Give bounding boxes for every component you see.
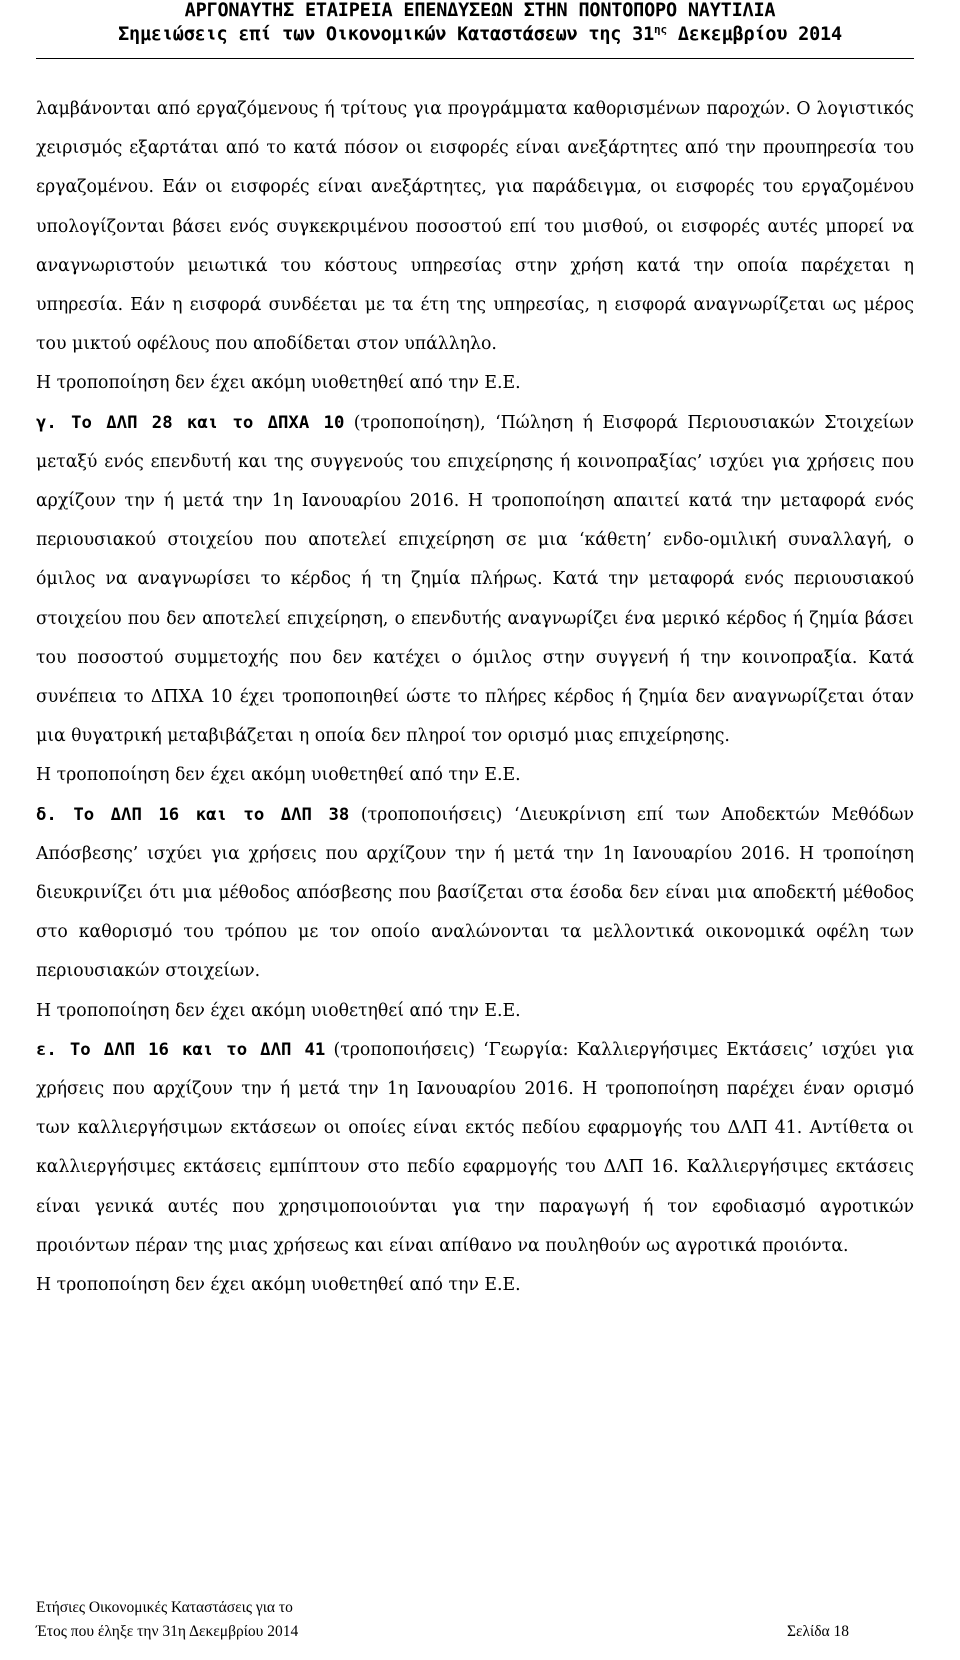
adoption-note: Η τροποποίηση δεν έχει ακόμη υιοθετηθεί από την Ε.Ε.: [36, 373, 521, 394]
notes-title-sup: ης: [654, 22, 667, 36]
document-body: [36, 90, 914, 1305]
section-e-heading: ε. Το ΔΛΠ 16 και το ΔΛΠ 41: [36, 1039, 326, 1060]
adoption-note: Η τροποποίηση δεν έχει ακόμη υιοθετηθεί από την Ε.Ε.: [36, 1275, 521, 1296]
page-header: [0, 0, 960, 48]
section-g-text: (τροποποίηση), ‘Πώληση ή Εισφορά Περιουσιακών Στοιχείων μεταξύ ενός επενδυτή και της συγγενούς του επιχείρησης ή κοινοπραξίας’ ισχύει για χρήσεις που αρχίζουν την ή μετά την 1η Ιανουαρίου 2016. Η τροποποίηση απαιτεί κατά την μεταφορά ενός περιουσιακού στοιχείου που αποτελεί επιχείρηση σε μια ‘κάθετη’ ενδο-ομιλική συναλλαγή, ο όμιλος να αναγνωρίσει το κέρδος ή τη ζημία πλήρως. Κατά την μεταφορά ενός περιουσιακού στοιχείου που δεν αποτελεί επιχείρηση, ο επενδυτής αναγνωρίζει ένα μερικό κέρδος ή ζημία βάσει του ποσοστού συμμετοχής που δεν κατέχει ο όμιλος στην συγγενή ή την κοινοπραξία. Κατά συνέπεια το ΔΠΧΑ 10 έχει τροποποιηθεί ώστε το πλήρες κέρδος ή ζημία δεν αναγνωρίζεται όταν μια θυγατρική μεταβιβάζεται η οποία δεν πληροί τον ορισμό μιας επιχείρησης.: [36, 412, 914, 747]
section-g-heading: γ. Το ΔΛΠ 28 και το ΔΠΧΑ 10: [36, 412, 345, 433]
section-g: [36, 404, 914, 757]
footer-line2: Έτος που έληξε την 31η Δεκεμβρίου 2014: [36, 1623, 299, 1640]
adoption-note: Η τροποποίηση δεν έχει ακόμη υιοθετηθεί από την Ε.Ε.: [36, 1000, 521, 1021]
notes-title: [0, 22, 960, 48]
section-d: [36, 796, 914, 992]
paragraph-contributions: λαμβάνονται από εργαζόμενους ή τρίτους για προγράμματα καθορισμένων παροχών. Ο λογιστικός χειρισμός εξαρτάται από το κατά πόσον οι εισφορές είναι ανεξάρτητες από την προυπηρεσία του εργαζομένου. Εάν οι εισφορές είναι ανεξάρτητες, για παράδειγμα, οι εισφορές του εργαζομένου υπολογίζονται βάσει ενός συγκεκριμένου ποσοστού επί του μισθού, οι εισφορές αυτές μπορεί να αναγνωριστούν μειωτικά του κόστους υπηρεσίας στην χρήση κατά την οποία παρέχεται η υπηρεσία. Εάν η εισφορά συνδέεται με τα έτη της υπηρεσίας, η εισφορά αναγνωρίζεται ως μέρος του μικτού οφέλους που αποδίδεται στον υπάλληλο.: [36, 99, 914, 355]
page-footer: [36, 1596, 914, 1644]
page-number: Σελίδα 18: [786, 1623, 849, 1640]
notes-title-post: Δεκεμβρίου 2014: [666, 24, 842, 45]
adoption-note: Η τροποποίηση δεν έχει ακόμη υιοθετηθεί από την Ε.Ε.: [36, 765, 521, 786]
section-e: [36, 1031, 914, 1266]
header-divider: [36, 58, 914, 59]
section-d-heading: δ. Το ΔΛΠ 16 και το ΔΛΠ 38: [36, 804, 350, 825]
notes-title-pre: Σημειώσεις επί των Οικονομικών Καταστάσεων της 31: [118, 24, 655, 45]
section-e-text: (τροποποιήσεις) ‘Γεωργία: Καλλιεργήσιμες Εκτάσεις’ ισχύει για χρήσεις που αρχίζουν την ή μετά την 1η Ιανουαρίου 2016. Η τροποποίηση παρέχει έναν ορισμό των καλλιεργήσιμων εκτάσεων οι οποίες είναι εκτός πεδίου εφαρμογής του ΔΛΠ 41. Αντίθετα οι καλλιεργήσιμες εκτάσεις εμπίπτουν στο πεδίο εφαρμογής του ΔΛΠ 16. Καλλιεργήσιμες εκτάσεις είναι γενικά αυτές που χρησιμοποιούνται για την παραγωγή ή τον εφοδιασμό αγροτικών προιόντων πέραν της μιας χρήσεως και είναι απίθανο να πουληθούν ως αγροτικά προιόντα.: [36, 1039, 914, 1256]
company-title: ΑΡΓΟΝΑΥΤΗΣ ΕΤΑΙΡΕΙΑ ΕΠΕΝΔΥΣΕΩΝ ΣΤΗΝ ΠΟΝΤΟΠΟΡΟ ΝΑΥΤΙΛΙΑ: [184, 0, 776, 21]
section-d-text: (τροποποιήσεις) ‘Διευκρίνιση επί των Αποδεκτών Μεθόδων Απόσβεσης’ ισχύει για χρήσεις που αρχίζουν την ή μετά την 1η Ιανουαρίου 2016. Η τροποίηση διευκρινίζει ότι μια μέθοδος απόσβεσης που βασίζεται στα έσοδα δεν είναι μια αποδεκτή μέθοδος στο καθορισμό του τρόπου με τον οποίο αναλώνονται τα μελλοντικά οικονομικά οφέλη των περιουσιακών στοιχείων.: [36, 804, 914, 982]
footer-line1: Ετήσιες Οικονομικές Καταστάσεις για το: [36, 1599, 293, 1616]
